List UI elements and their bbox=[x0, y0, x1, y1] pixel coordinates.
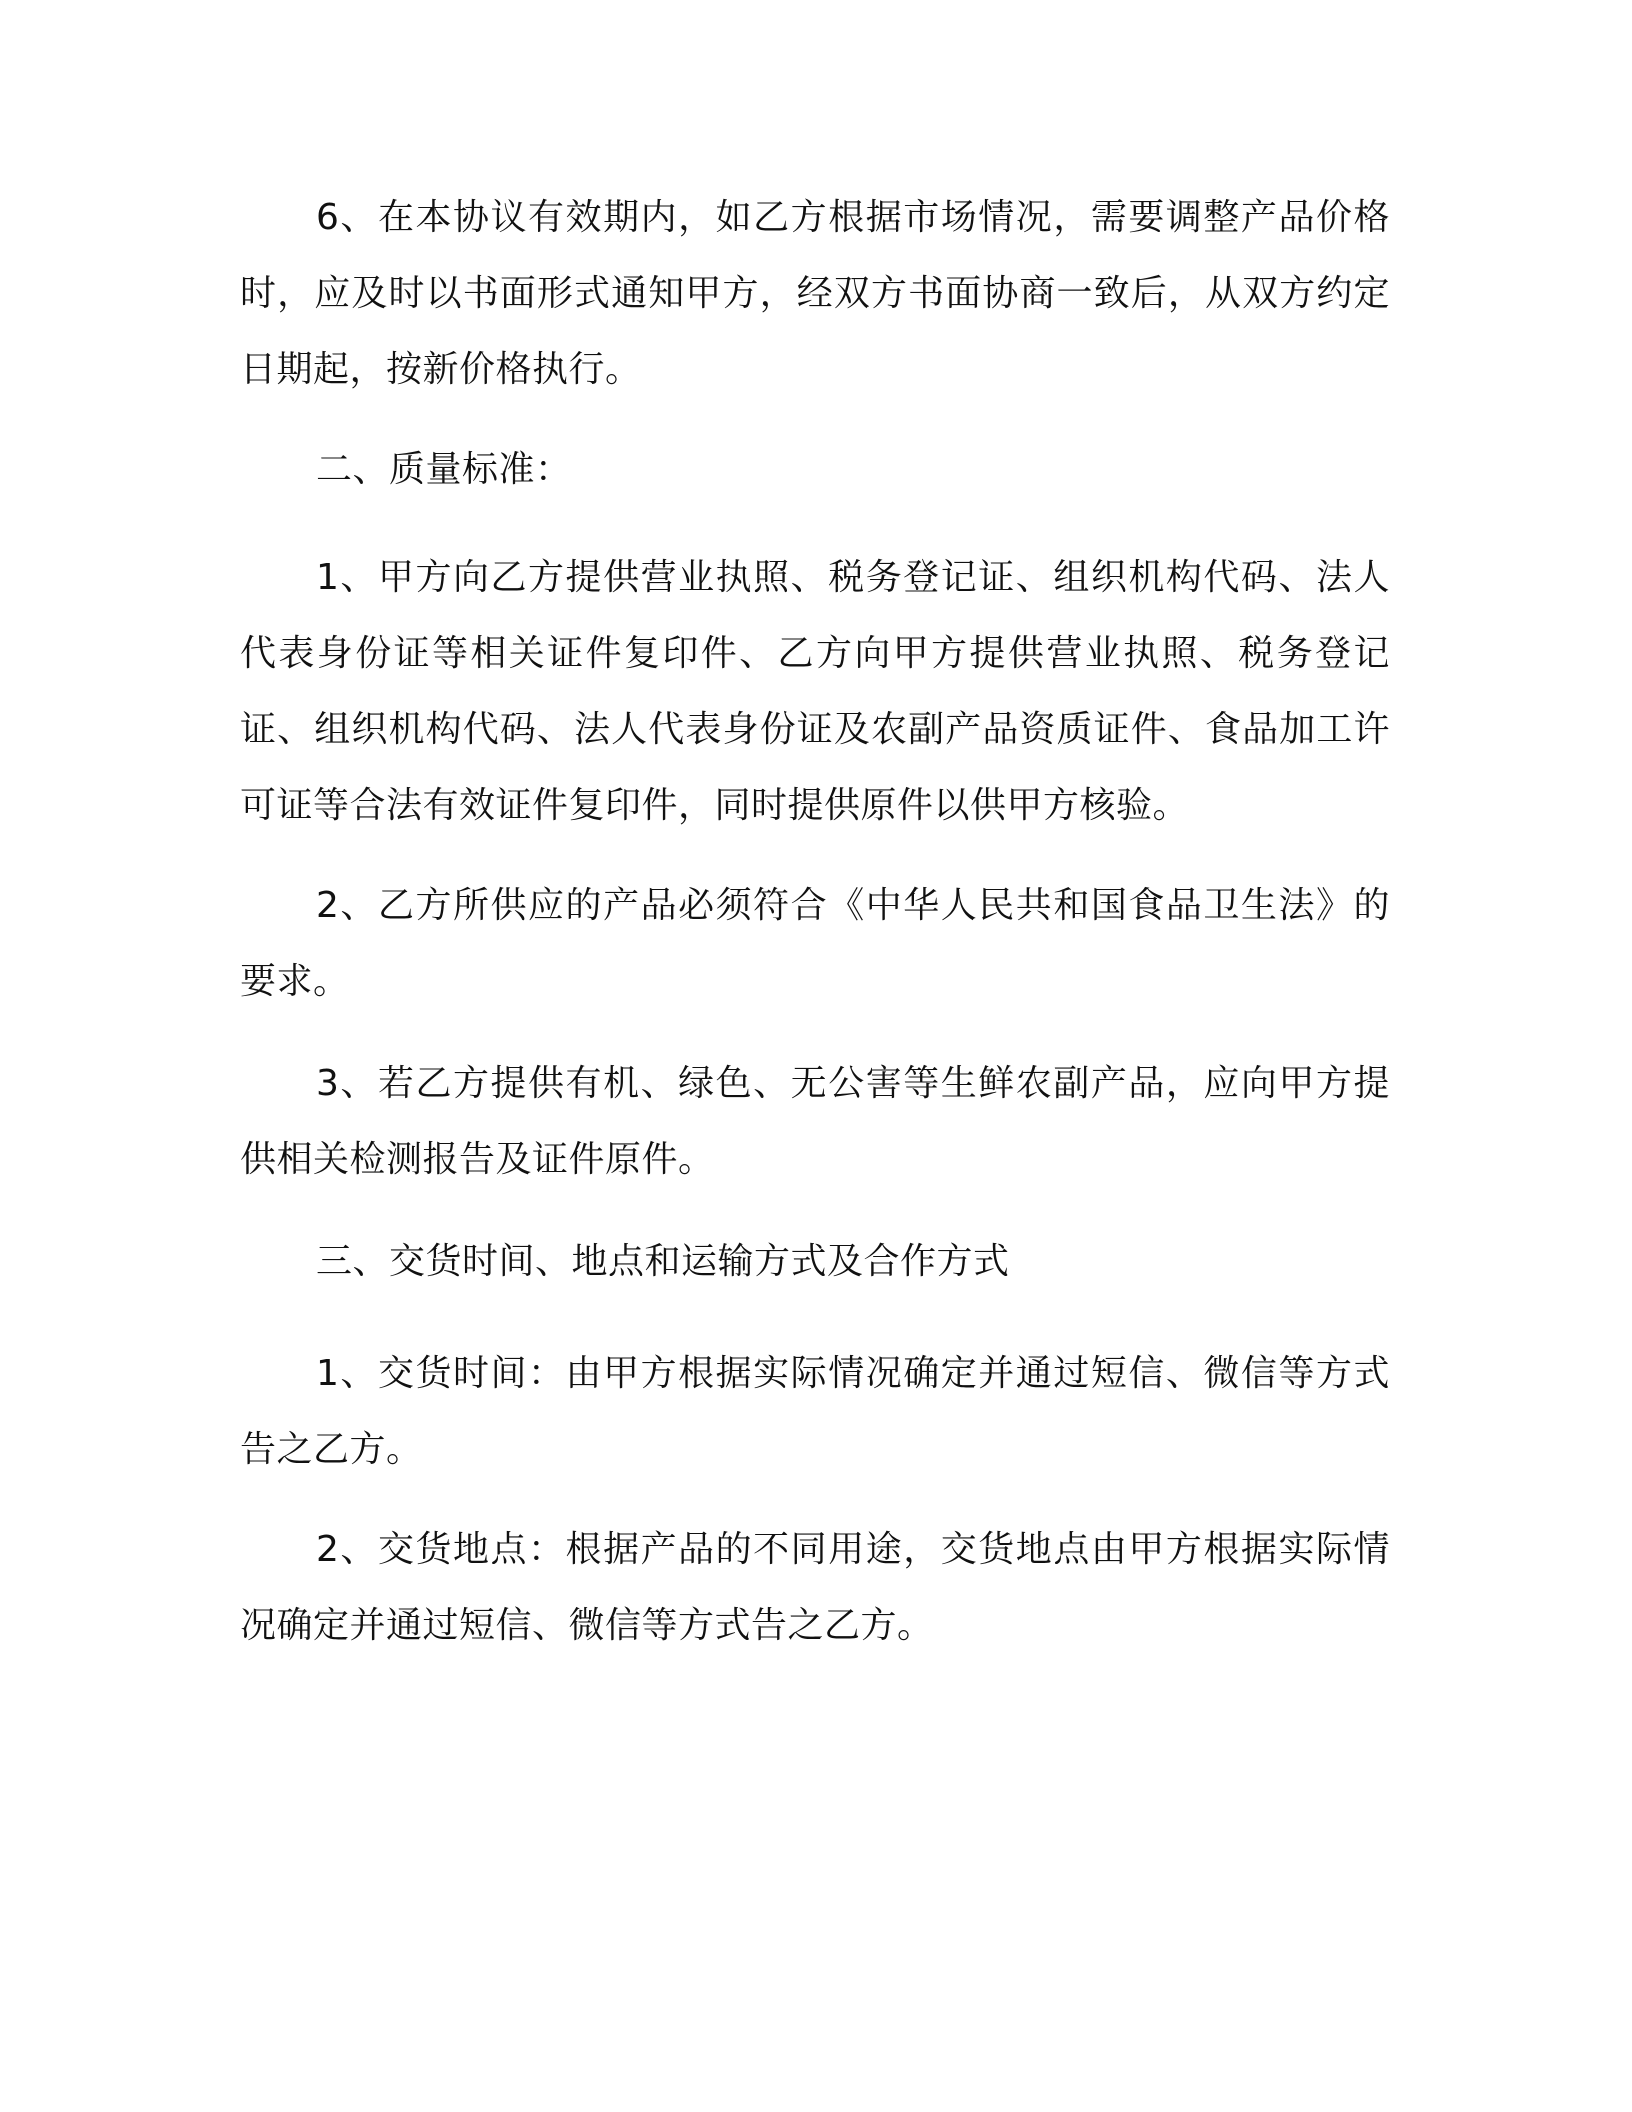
paragraph-food-law: 2、乙方所供应的产品必须符合《中华人民共和国食品卫生法》的要求。 bbox=[240, 885, 1390, 1002]
paragraph-delivery-time: 1、交货时间：由甲方根据实际情况确定并通过短信、微信等方式告之乙方。 bbox=[240, 1353, 1390, 1470]
paragraph-delivery-location: 2、交货地点：根据产品的不同用途，交货地点由甲方根据实际情况确定并通过短信、微信等方式告之乙方。 bbox=[240, 1529, 1390, 1646]
section-heading-delivery: 三、交货时间、地点和运输方式及合作方式 bbox=[316, 1241, 1010, 1282]
paragraph-organic-products: 3、若乙方提供有机、绿色、无公害等生鲜农副产品，应向甲方提供相关检测报告及证件原件。 bbox=[240, 1063, 1390, 1180]
paragraph-price-adjustment: 6、在本协议有效期内，如乙方根据市场情况，需要调整产品价格时，应及时以书面形式通知甲方，经双方书面协商一致后，从双方约定日期起，按新价格执行。 bbox=[240, 197, 1390, 390]
section-heading-quality: 二、质量标准： bbox=[316, 449, 572, 490]
paragraph-documents: 1、甲方向乙方提供营业执照、税务登记证、组织机构代码、法人代表身份证等相关证件复印件、乙方向甲方提供营业执照、税务登记证、组织机构代码、法人代表身份证及农副产品资质证件、食品加工许可证等合法有效证件复印件，同时提供原件以供甲方核验。 bbox=[240, 557, 1390, 826]
document-page bbox=[240, 0, 1390, 2112]
